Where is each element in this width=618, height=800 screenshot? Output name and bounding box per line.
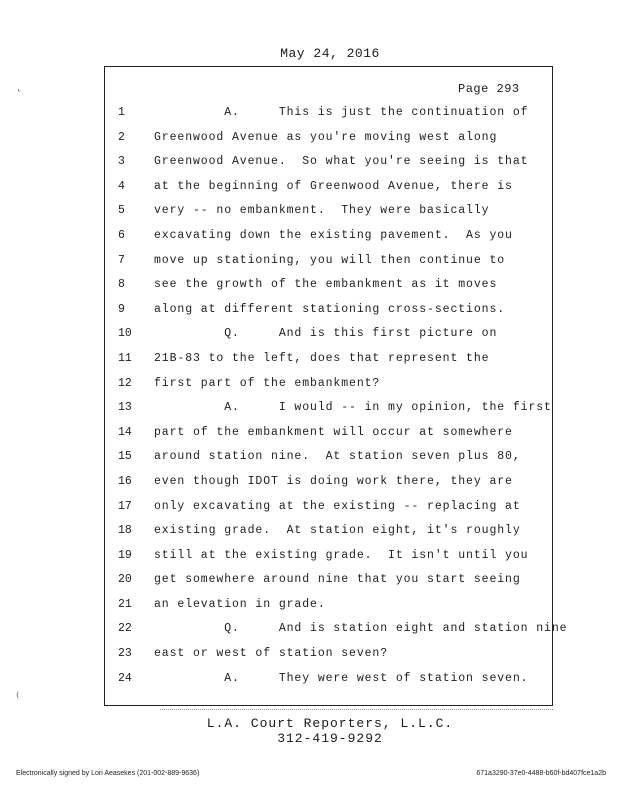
line-text: Q. And is this first picture on <box>154 327 498 341</box>
reporter-phone: 312-419-9292 <box>277 731 383 746</box>
transcript-line <box>104 445 553 470</box>
line-number: 15 <box>118 450 132 464</box>
line-number: 16 <box>118 474 132 488</box>
transcript-line <box>104 101 553 126</box>
transcript-line <box>104 519 553 544</box>
scan-speck-icon: ⁽ <box>16 690 20 706</box>
line-number: 14 <box>118 425 132 439</box>
transcript-line <box>104 224 553 249</box>
transcript-line <box>104 150 553 175</box>
line-number: 23 <box>118 647 132 661</box>
transcript-line <box>104 199 553 224</box>
transcript-line <box>104 347 553 372</box>
line-number: 18 <box>118 524 132 538</box>
line-text: east or west of station seven? <box>154 647 389 661</box>
line-number: 11 <box>118 351 132 365</box>
electronic-signature: Electronically signed by Lori Aeasekes (201-002-889-9636) <box>16 770 200 777</box>
line-text: along at different stationing cross-sections. <box>154 302 506 316</box>
line-number: 8 <box>118 278 125 292</box>
line-number: 24 <box>118 671 132 685</box>
line-text: part of the embankment will occur at somewhere <box>154 425 513 439</box>
line-text: Greenwood Avenue as you're moving west along <box>154 130 498 144</box>
line-text: move up stationing, you will then continue to <box>154 253 506 267</box>
line-number: 2 <box>118 130 125 144</box>
line-number: 12 <box>118 376 132 390</box>
transcript-lines <box>104 101 568 691</box>
transcript-line <box>104 421 553 446</box>
transcript-line <box>104 273 553 298</box>
transcript-line <box>104 593 553 618</box>
line-number: 17 <box>118 499 132 513</box>
page-number: Page 293 <box>458 82 520 96</box>
transcript-line <box>104 544 553 569</box>
transcript-line <box>104 470 553 495</box>
line-number: 9 <box>118 302 125 316</box>
line-text: see the growth of the embankment as it moves <box>154 278 498 292</box>
line-number: 19 <box>118 548 132 562</box>
line-text: A. I would -- in my opinion, the first <box>154 401 552 415</box>
transcript-line <box>104 617 568 642</box>
line-text: A. This is just the continuation of <box>154 106 529 119</box>
line-text: at the beginning of Greenwood Avenue, there is <box>154 179 513 193</box>
line-text: get somewhere around nine that you start seeing <box>154 573 521 587</box>
reporter-name: L.A. Court Reporters, L.L.C. <box>206 716 454 731</box>
transcript-line <box>104 298 553 323</box>
line-text: 21B-83 to the left, does that represent the <box>154 351 490 365</box>
transcript-line <box>104 322 553 347</box>
transcript-line <box>104 667 553 692</box>
transcript-line <box>104 372 553 397</box>
line-number: 13 <box>118 401 132 415</box>
line-number: 1 <box>118 106 125 119</box>
transcript-line <box>104 568 553 593</box>
line-text: A. They were west of station seven. <box>154 671 529 685</box>
line-number: 7 <box>118 253 125 267</box>
transcript-line <box>104 495 553 520</box>
line-text: very -- no embankment. They were basically <box>154 204 490 218</box>
line-number: 3 <box>118 155 125 169</box>
line-text: Q. And is station eight and station nine <box>154 622 568 636</box>
line-number: 10 <box>118 327 132 341</box>
transcript-line <box>104 396 553 421</box>
line-text: excavating down the existing pavement. As you <box>154 228 513 242</box>
line-number: 22 <box>118 622 132 636</box>
line-text: still at the existing grade. It isn't until you <box>154 548 529 562</box>
document-hash: 671a3290-37e0-4488-b60f-bd407fce1a2b <box>476 770 606 777</box>
frame-shadow-line <box>160 709 553 711</box>
line-number: 6 <box>118 228 125 242</box>
line-number: 5 <box>118 204 125 218</box>
transcript-line <box>104 642 553 667</box>
scan-speck-icon: ˛ <box>16 78 22 92</box>
line-number: 4 <box>118 179 125 193</box>
line-text: existing grade. At station eight, it's roughly <box>154 524 521 538</box>
line-text: Greenwood Avenue. So what you're seeing is that <box>154 155 529 169</box>
line-text: around station nine. At station seven plus 80, <box>154 450 521 464</box>
line-number: 21 <box>118 597 132 611</box>
line-text: an elevation in grade. <box>154 597 326 611</box>
transcript-line <box>104 249 553 274</box>
deposition-date: May 24, 2016 <box>280 46 380 61</box>
transcript-line <box>104 126 553 151</box>
line-text: first part of the embankment? <box>154 376 381 390</box>
line-text: only excavating at the existing -- replacing at <box>154 499 521 513</box>
line-text: even though IDOT is doing work there, they are <box>154 474 513 488</box>
transcript-line <box>104 175 553 200</box>
line-number: 20 <box>118 573 132 587</box>
